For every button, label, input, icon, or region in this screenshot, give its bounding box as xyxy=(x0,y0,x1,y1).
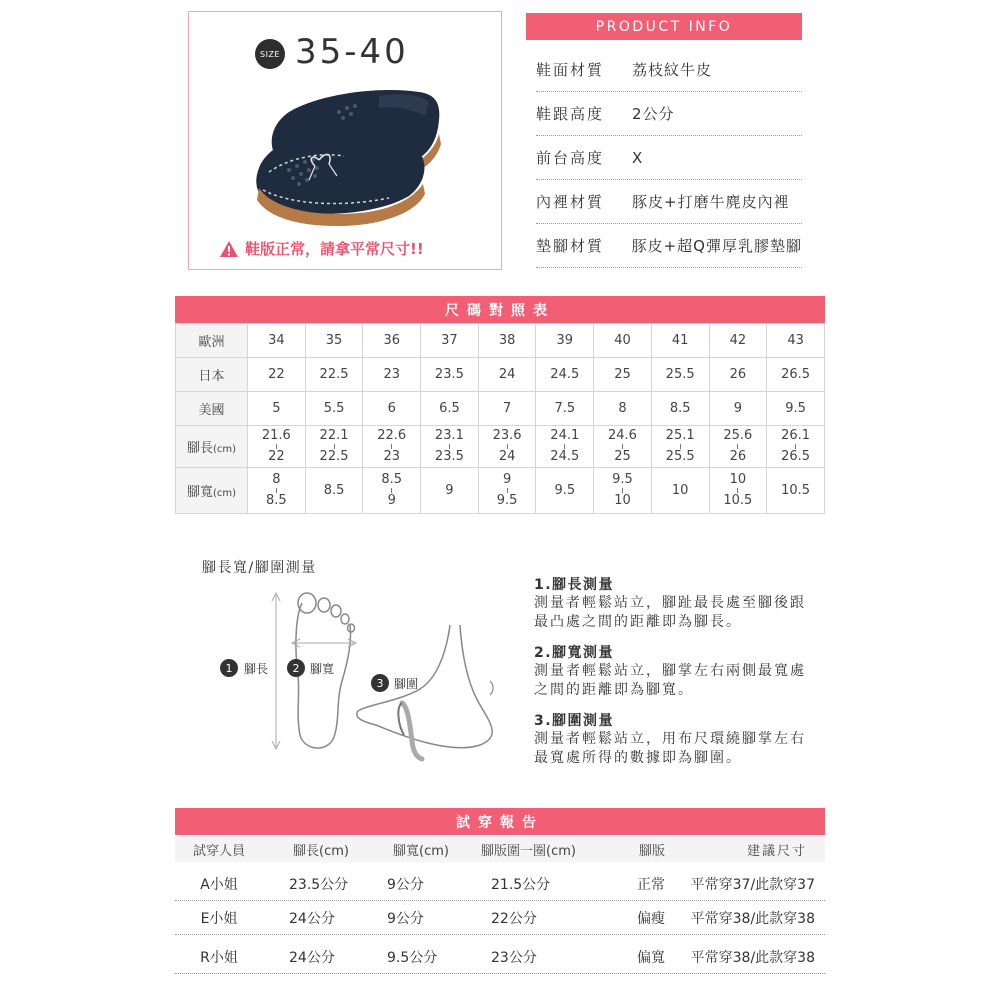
size-cell xyxy=(767,324,825,358)
size-value: 6.5 xyxy=(439,400,460,416)
label-num-3: 3 xyxy=(376,677,384,690)
step-title: 3.腳圍測量 xyxy=(534,713,615,729)
info-key: 內裡材質 xyxy=(536,193,605,211)
info-row xyxy=(536,136,802,180)
info-key: 鞋跟高度 xyxy=(536,105,605,123)
label-length: 腳長 xyxy=(244,662,269,676)
size-value: 25 xyxy=(614,366,631,382)
trial-header-cell: 腳寬(cm) xyxy=(393,843,449,859)
size-row xyxy=(176,358,825,392)
size-row xyxy=(176,426,825,468)
size-value: 24 xyxy=(498,366,516,382)
size-cell xyxy=(305,324,363,358)
size-value: 34 xyxy=(268,332,285,348)
size-cell xyxy=(421,358,479,392)
trial-header-cell: 腳版 xyxy=(638,843,665,859)
size-value: 9.5 xyxy=(785,400,806,416)
fit-warning xyxy=(219,238,424,259)
size-value: 37 xyxy=(441,332,458,348)
info-row xyxy=(536,92,802,136)
size-value: 9 xyxy=(445,482,454,498)
size-value: 7.5 xyxy=(554,400,576,416)
info-value: 2公分 xyxy=(632,105,675,123)
size-cell xyxy=(536,426,594,468)
size-value: 38 xyxy=(498,332,516,348)
size-row-label xyxy=(176,468,248,514)
size-value: 25.5 xyxy=(665,449,695,464)
size-value: 8.5 xyxy=(669,400,691,416)
size-row-label-text: 日本 xyxy=(198,369,225,384)
size-value: 24.1 xyxy=(550,428,580,443)
size-cell xyxy=(709,392,767,426)
size-cell xyxy=(248,426,306,468)
size-value: 23.1 xyxy=(434,428,464,443)
size-cell xyxy=(536,324,594,358)
size-cell xyxy=(767,392,825,426)
size-cell xyxy=(709,426,767,468)
trial-cell: A小姐 xyxy=(200,876,238,893)
size-value: 25.6 xyxy=(723,428,753,443)
size-row-unit: (cm) xyxy=(212,444,237,455)
trial-cell: 23公分 xyxy=(491,949,537,966)
size-cell xyxy=(478,392,536,426)
measure-steps xyxy=(534,576,824,780)
size-value: 42 xyxy=(729,332,747,348)
size-value: 22.5 xyxy=(319,449,349,464)
size-value: 23.6 xyxy=(492,428,522,443)
size-value: 26 xyxy=(729,449,747,464)
step-desc: 測量者輕鬆站立，腳掌左右兩側最寬處 xyxy=(534,663,806,679)
size-cell xyxy=(363,426,421,468)
size-value: 9.5 xyxy=(554,482,576,498)
info-value: 荔枝紋牛皮 xyxy=(632,61,713,79)
size-value: 6 xyxy=(387,400,396,416)
size-cell xyxy=(594,358,652,392)
size-value: 9.5 xyxy=(612,472,633,487)
size-cell xyxy=(305,392,363,426)
size-row-label-text: 歐洲 xyxy=(198,335,225,350)
trial-row xyxy=(175,940,825,974)
size-value: 10 xyxy=(729,472,747,487)
size-value: 24.6 xyxy=(607,428,637,443)
step-title: 1.腳長測量 xyxy=(534,577,615,593)
size-row-unit: (cm) xyxy=(212,488,237,499)
size-cell xyxy=(248,358,306,392)
size-value: 25 xyxy=(614,449,631,464)
size-row-label-text: 腳長 xyxy=(186,441,213,456)
size-cell xyxy=(651,468,709,514)
trial-cell: 偏寬 xyxy=(637,949,665,966)
size-value: 23.5 xyxy=(434,449,464,464)
size-value: 7 xyxy=(502,400,512,416)
size-row-label-text: 美國 xyxy=(198,403,225,418)
size-value: 9.5 xyxy=(496,493,518,508)
size-value: 36 xyxy=(383,332,400,348)
step-desc: 之間的距離即為腳寬。 xyxy=(534,682,694,698)
size-row-label-text: 腳寬 xyxy=(186,485,213,500)
size-value: 8.5 xyxy=(323,482,345,498)
trial-header-row xyxy=(175,836,825,862)
size-value: 39 xyxy=(556,332,574,348)
size-value: 22 xyxy=(268,366,285,382)
trial-cell: 9公分 xyxy=(387,876,424,893)
label-num-1: 1 xyxy=(225,662,233,675)
trial-header-cell: 試穿人員 xyxy=(192,843,245,859)
size-badge: SIZE xyxy=(255,39,285,69)
size-value: 10.5 xyxy=(723,493,753,508)
size-cell xyxy=(767,358,825,392)
size-cell xyxy=(363,468,421,514)
size-range: 35-40 xyxy=(295,32,409,72)
trial-header-cell: 腳版圍一圈(cm) xyxy=(481,843,576,859)
step-title: 2.腳寬測量 xyxy=(534,645,615,661)
size-value: 23 xyxy=(383,366,400,382)
measure-step xyxy=(534,644,824,700)
step-desc: 測量者輕鬆站立，用布尺環繞腳掌左右 xyxy=(534,731,806,747)
label-width: 腳寬 xyxy=(310,662,335,676)
size-value: 5.5 xyxy=(323,400,345,416)
measure-step xyxy=(534,576,824,632)
trial-cell: 24公分 xyxy=(289,949,335,966)
size-value: 9 xyxy=(733,400,742,416)
size-cell xyxy=(421,468,479,514)
size-cell xyxy=(305,468,363,514)
size-value: 23.5 xyxy=(434,366,464,382)
size-row xyxy=(176,324,825,358)
size-value: 26.1 xyxy=(781,428,811,443)
size-value: 10 xyxy=(671,482,689,498)
size-cell xyxy=(651,392,709,426)
trial-report-title: 試穿報告 xyxy=(175,808,825,835)
info-key: 鞋面材質 xyxy=(536,61,605,79)
info-row xyxy=(536,48,802,92)
size-cell xyxy=(421,426,479,468)
measure-step xyxy=(534,712,824,768)
measure-title: 腳長寬/腳圍測量 xyxy=(202,560,317,576)
product-info-title: PRODUCT INFO xyxy=(526,13,802,40)
size-row-label xyxy=(176,358,248,392)
size-cell xyxy=(709,468,767,514)
size-cell xyxy=(651,426,709,468)
size-value: 8.5 xyxy=(381,472,403,487)
size-cell xyxy=(363,324,421,358)
size-value: 43 xyxy=(787,332,804,348)
trial-cell: 偏瘦 xyxy=(637,910,665,927)
size-cell xyxy=(536,392,594,426)
trial-cell: 平常穿38/此款穿38 xyxy=(690,910,815,927)
trial-cell: 23.5公分 xyxy=(289,876,349,893)
size-value: 25.5 xyxy=(665,366,695,382)
size-cell xyxy=(248,324,306,358)
size-cell xyxy=(709,358,767,392)
trial-cell: 9公分 xyxy=(387,910,424,927)
size-value: 41 xyxy=(671,332,689,348)
size-value: 24.5 xyxy=(550,366,580,382)
size-value: 10.5 xyxy=(781,482,811,498)
size-cell xyxy=(478,324,536,358)
size-chart-table xyxy=(175,323,825,514)
size-cell xyxy=(248,392,306,426)
step-desc: 測量者輕鬆站立，腳趾最長處至腳後跟 xyxy=(534,595,806,611)
size-value: 8 xyxy=(272,472,281,487)
size-cell xyxy=(594,324,652,358)
size-value: 26 xyxy=(729,366,747,382)
size-value: 24 xyxy=(498,449,516,464)
size-cell xyxy=(709,324,767,358)
info-value: 豚皮+打磨牛麂皮內裡 xyxy=(632,193,790,211)
trial-row xyxy=(175,867,825,901)
foot-measure-illustration xyxy=(210,585,520,765)
size-cell xyxy=(767,426,825,468)
info-value: 豚皮+超Q彈厚乳膠墊腳 xyxy=(631,237,802,255)
trial-cell: E小姐 xyxy=(200,910,238,927)
size-value: 40 xyxy=(614,332,631,348)
size-cell xyxy=(651,324,709,358)
trial-row xyxy=(175,901,825,935)
size-value: 22.5 xyxy=(319,366,349,382)
size-cell xyxy=(651,358,709,392)
size-cell xyxy=(594,468,652,514)
trial-cell: R小姐 xyxy=(200,949,238,966)
size-value: 9 xyxy=(387,493,396,508)
size-cell xyxy=(594,392,652,426)
shoe-image xyxy=(229,72,469,242)
size-cell xyxy=(248,468,306,514)
size-value: 26.5 xyxy=(781,366,811,382)
trial-cell: 21.5公分 xyxy=(491,876,551,893)
size-cell xyxy=(536,468,594,514)
size-cell xyxy=(363,392,421,426)
size-value: 23 xyxy=(383,449,400,464)
label-num-2: 2 xyxy=(292,662,300,675)
trial-cell: 正常 xyxy=(637,876,665,893)
warning-text: 鞋版正常，請拿平常尺寸!! xyxy=(245,240,424,258)
size-value: 22 xyxy=(268,449,285,464)
size-value: 8.5 xyxy=(266,493,287,508)
size-value: 21.6 xyxy=(261,428,291,443)
size-value: 22.1 xyxy=(319,428,349,443)
size-cell xyxy=(421,392,479,426)
info-row xyxy=(536,224,802,268)
product-image-box xyxy=(188,11,502,270)
size-cell xyxy=(305,426,363,468)
size-value: 5 xyxy=(272,400,281,416)
info-row xyxy=(536,180,802,224)
size-value: 35 xyxy=(325,332,343,348)
size-value: 22.6 xyxy=(377,428,407,443)
size-value: 25.1 xyxy=(665,428,695,443)
trial-cell: 9.5公分 xyxy=(387,949,438,966)
info-value: X xyxy=(632,148,644,167)
size-chart-title: 尺碼對照表 xyxy=(175,296,825,323)
trial-cell: 24公分 xyxy=(289,910,335,927)
size-value: 26.5 xyxy=(781,449,811,464)
trial-header-cell: 腳長(cm) xyxy=(293,843,349,859)
size-row xyxy=(176,392,825,426)
size-cell xyxy=(594,426,652,468)
size-cell xyxy=(478,426,536,468)
size-cell xyxy=(478,468,536,514)
size-cell xyxy=(478,358,536,392)
info-key: 墊腳材質 xyxy=(536,237,605,255)
info-key: 前台高度 xyxy=(536,149,605,167)
label-girth: 腳圍 xyxy=(394,677,419,691)
size-row xyxy=(176,468,825,514)
trial-cell: 平常穿38/此款穿38 xyxy=(690,949,815,966)
size-row-label xyxy=(176,426,248,468)
warning-icon xyxy=(219,240,239,258)
size-cell xyxy=(363,358,421,392)
size-cell xyxy=(421,324,479,358)
product-info-list xyxy=(536,48,802,268)
size-row-label xyxy=(176,324,248,358)
trial-cell: 22公分 xyxy=(491,910,537,927)
size-value: 8 xyxy=(618,400,627,416)
step-desc: 最凸處之間的距離即為腳長。 xyxy=(534,614,742,630)
size-value: 10 xyxy=(614,493,631,508)
size-cell xyxy=(536,358,594,392)
step-desc: 最寬處所得的數據即為腳圍。 xyxy=(534,750,742,766)
trial-cell: 平常穿37/此款穿37 xyxy=(690,876,815,893)
size-cell xyxy=(305,358,363,392)
size-row-label xyxy=(176,392,248,426)
size-value: 24.5 xyxy=(550,449,580,464)
size-value: 9 xyxy=(502,472,512,487)
size-cell xyxy=(767,468,825,514)
trial-header-cell: 建議尺寸 xyxy=(746,843,807,859)
